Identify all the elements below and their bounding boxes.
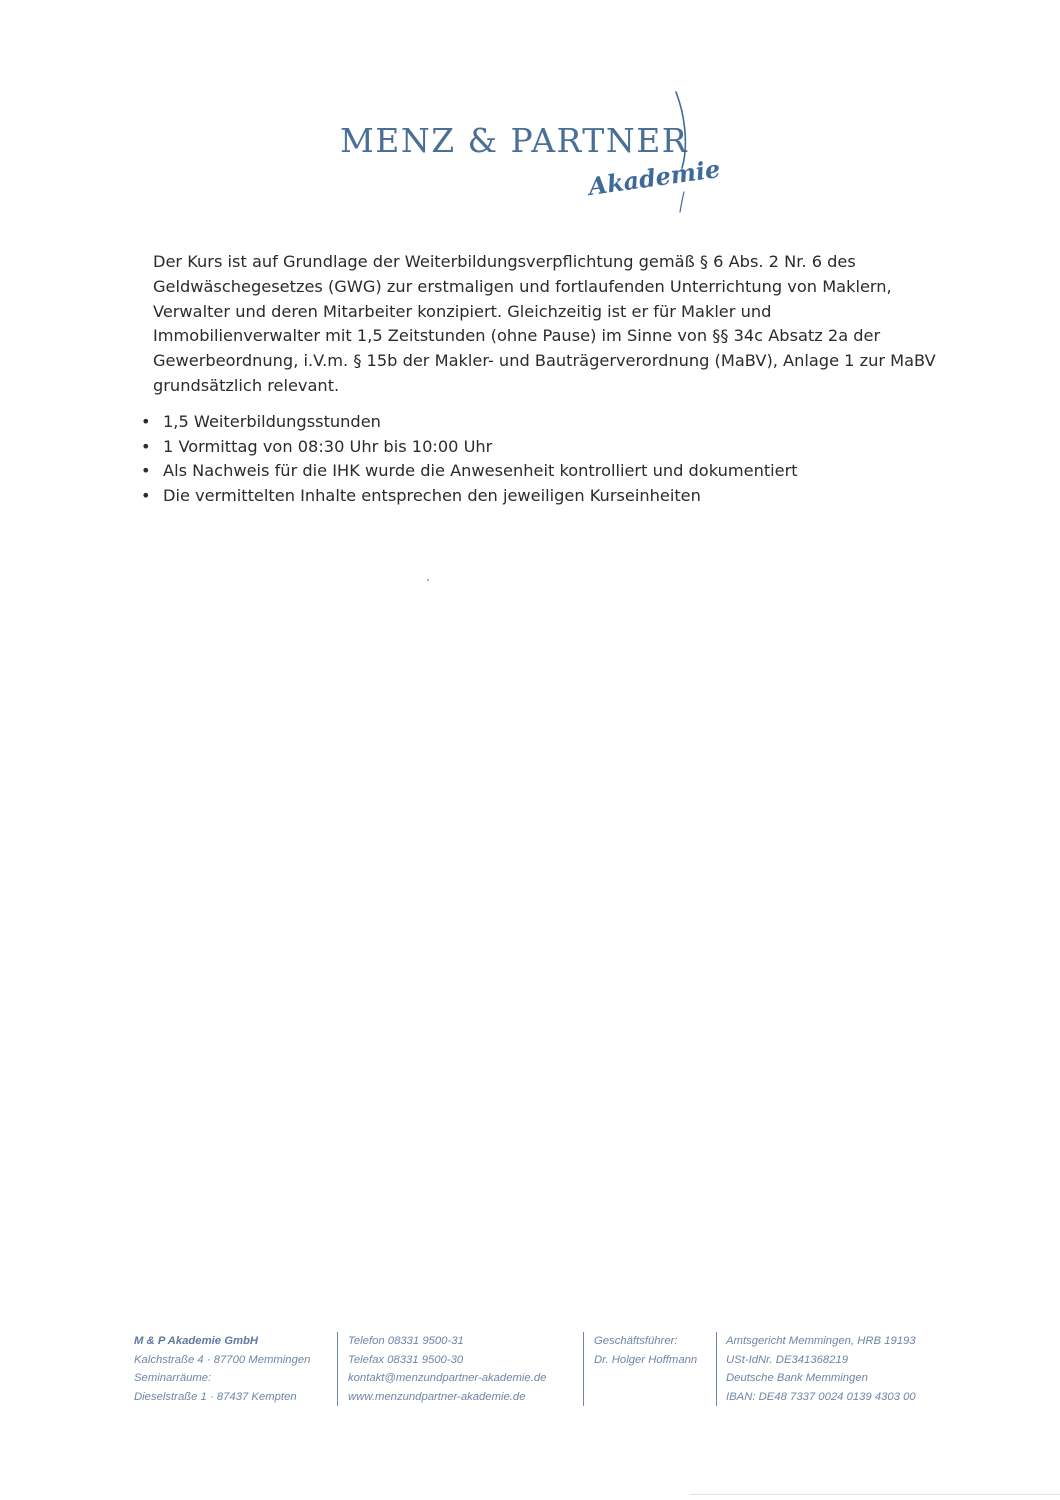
- list-item: [137, 484, 937, 509]
- iban: IBAN: DE48 7337 0024 0139 4303 00: [726, 1390, 916, 1403]
- list-item-text: Als Nachweis für die IHK wurde die Anwesenheit kontrolliert und dokumentiert: [163, 461, 798, 481]
- footer-company-block: [134, 1332, 310, 1406]
- list-item-text: 1 Vormittag von 08:30 Uhr bis 10:00 Uhr: [163, 436, 493, 456]
- list-item-text: 1,5 Weiterbildungsstunden: [163, 412, 381, 431]
- logo-script-akademie: Akademie: [586, 153, 722, 202]
- email-link[interactable]: kontakt@menzundpartner-akademie.de: [348, 1372, 547, 1385]
- footer-management-block: [594, 1332, 697, 1369]
- scan-speck: [427, 579, 429, 581]
- footer-registry-block: [726, 1332, 916, 1406]
- footer-divider: [337, 1332, 338, 1406]
- bullet-icon: •: [141, 412, 151, 431]
- managing-director: Dr. Holger Hoffmann: [594, 1353, 698, 1366]
- seminar-address: Dieselstraße 1 · 87437 Kempten: [134, 1390, 297, 1403]
- logo-swoosh-icon: [670, 88, 700, 218]
- scan-edge-line: [690, 1494, 1060, 1495]
- company-address: Kalchstraße 4 · 87700 Memmingen: [134, 1353, 311, 1366]
- management-label: Geschäftsführer:: [594, 1335, 678, 1347]
- bullet-icon: •: [141, 485, 151, 505]
- intro-paragraph: Der Kurs ist auf Grundlage der Weiterbildungsverpflichtung gemäß § 6 Abs. 2 Nr. 6 des Geldwäschegesetzes (GWG) zur erstmaligen und fortlaufenden Unterrichtung von Maklern, Verwalter und deren Mitarbeiter konzipiert. Gleichzeitig ist er für Makler und Immobilienverwalter mit 1,5 Zeitstunden (ohne Pause) im Sinne von §§ 34c Absatz 2a der Gewerbeordnung, i.V.m. § 15b der Makler- und Bauträgerverordnung (MaBV), Anlage 1 zur MaBV grundsätzlich relevant.: [153, 252, 936, 395]
- website-link[interactable]: www.menzundpartner-akademie.de: [348, 1390, 526, 1403]
- footer-divider: [716, 1332, 717, 1406]
- list-item: [137, 435, 937, 460]
- list-item: [137, 410, 937, 435]
- fax-number: Telefax 08331 9500-30: [348, 1353, 464, 1366]
- bullet-icon: •: [141, 436, 151, 456]
- footer-contact-block: [348, 1332, 546, 1406]
- phone-number: Telefon 08331 9500-31: [348, 1335, 464, 1347]
- logo-wordmark: MENZ & PARTNER: [340, 121, 689, 160]
- company-logo: [340, 88, 740, 218]
- letterhead-footer: [0, 1332, 1060, 1412]
- bullet-icon: •: [141, 461, 151, 481]
- list-item: [137, 459, 937, 484]
- course-facts-list: [137, 410, 937, 508]
- footer-divider: [583, 1332, 584, 1406]
- seminar-label: Seminarräume:: [134, 1372, 212, 1385]
- court-registration: Amtsgericht Memmingen, HRB 19193: [726, 1335, 916, 1347]
- bank-name: Deutsche Bank Memmingen: [726, 1372, 868, 1385]
- company-name: M & P Akademie GmbH: [134, 1335, 259, 1347]
- vat-id: USt-IdNr. DE341368219: [726, 1353, 849, 1366]
- list-item-text: Die vermittelten Inhalte entsprechen den jeweiligen Kurseinheiten: [163, 485, 701, 505]
